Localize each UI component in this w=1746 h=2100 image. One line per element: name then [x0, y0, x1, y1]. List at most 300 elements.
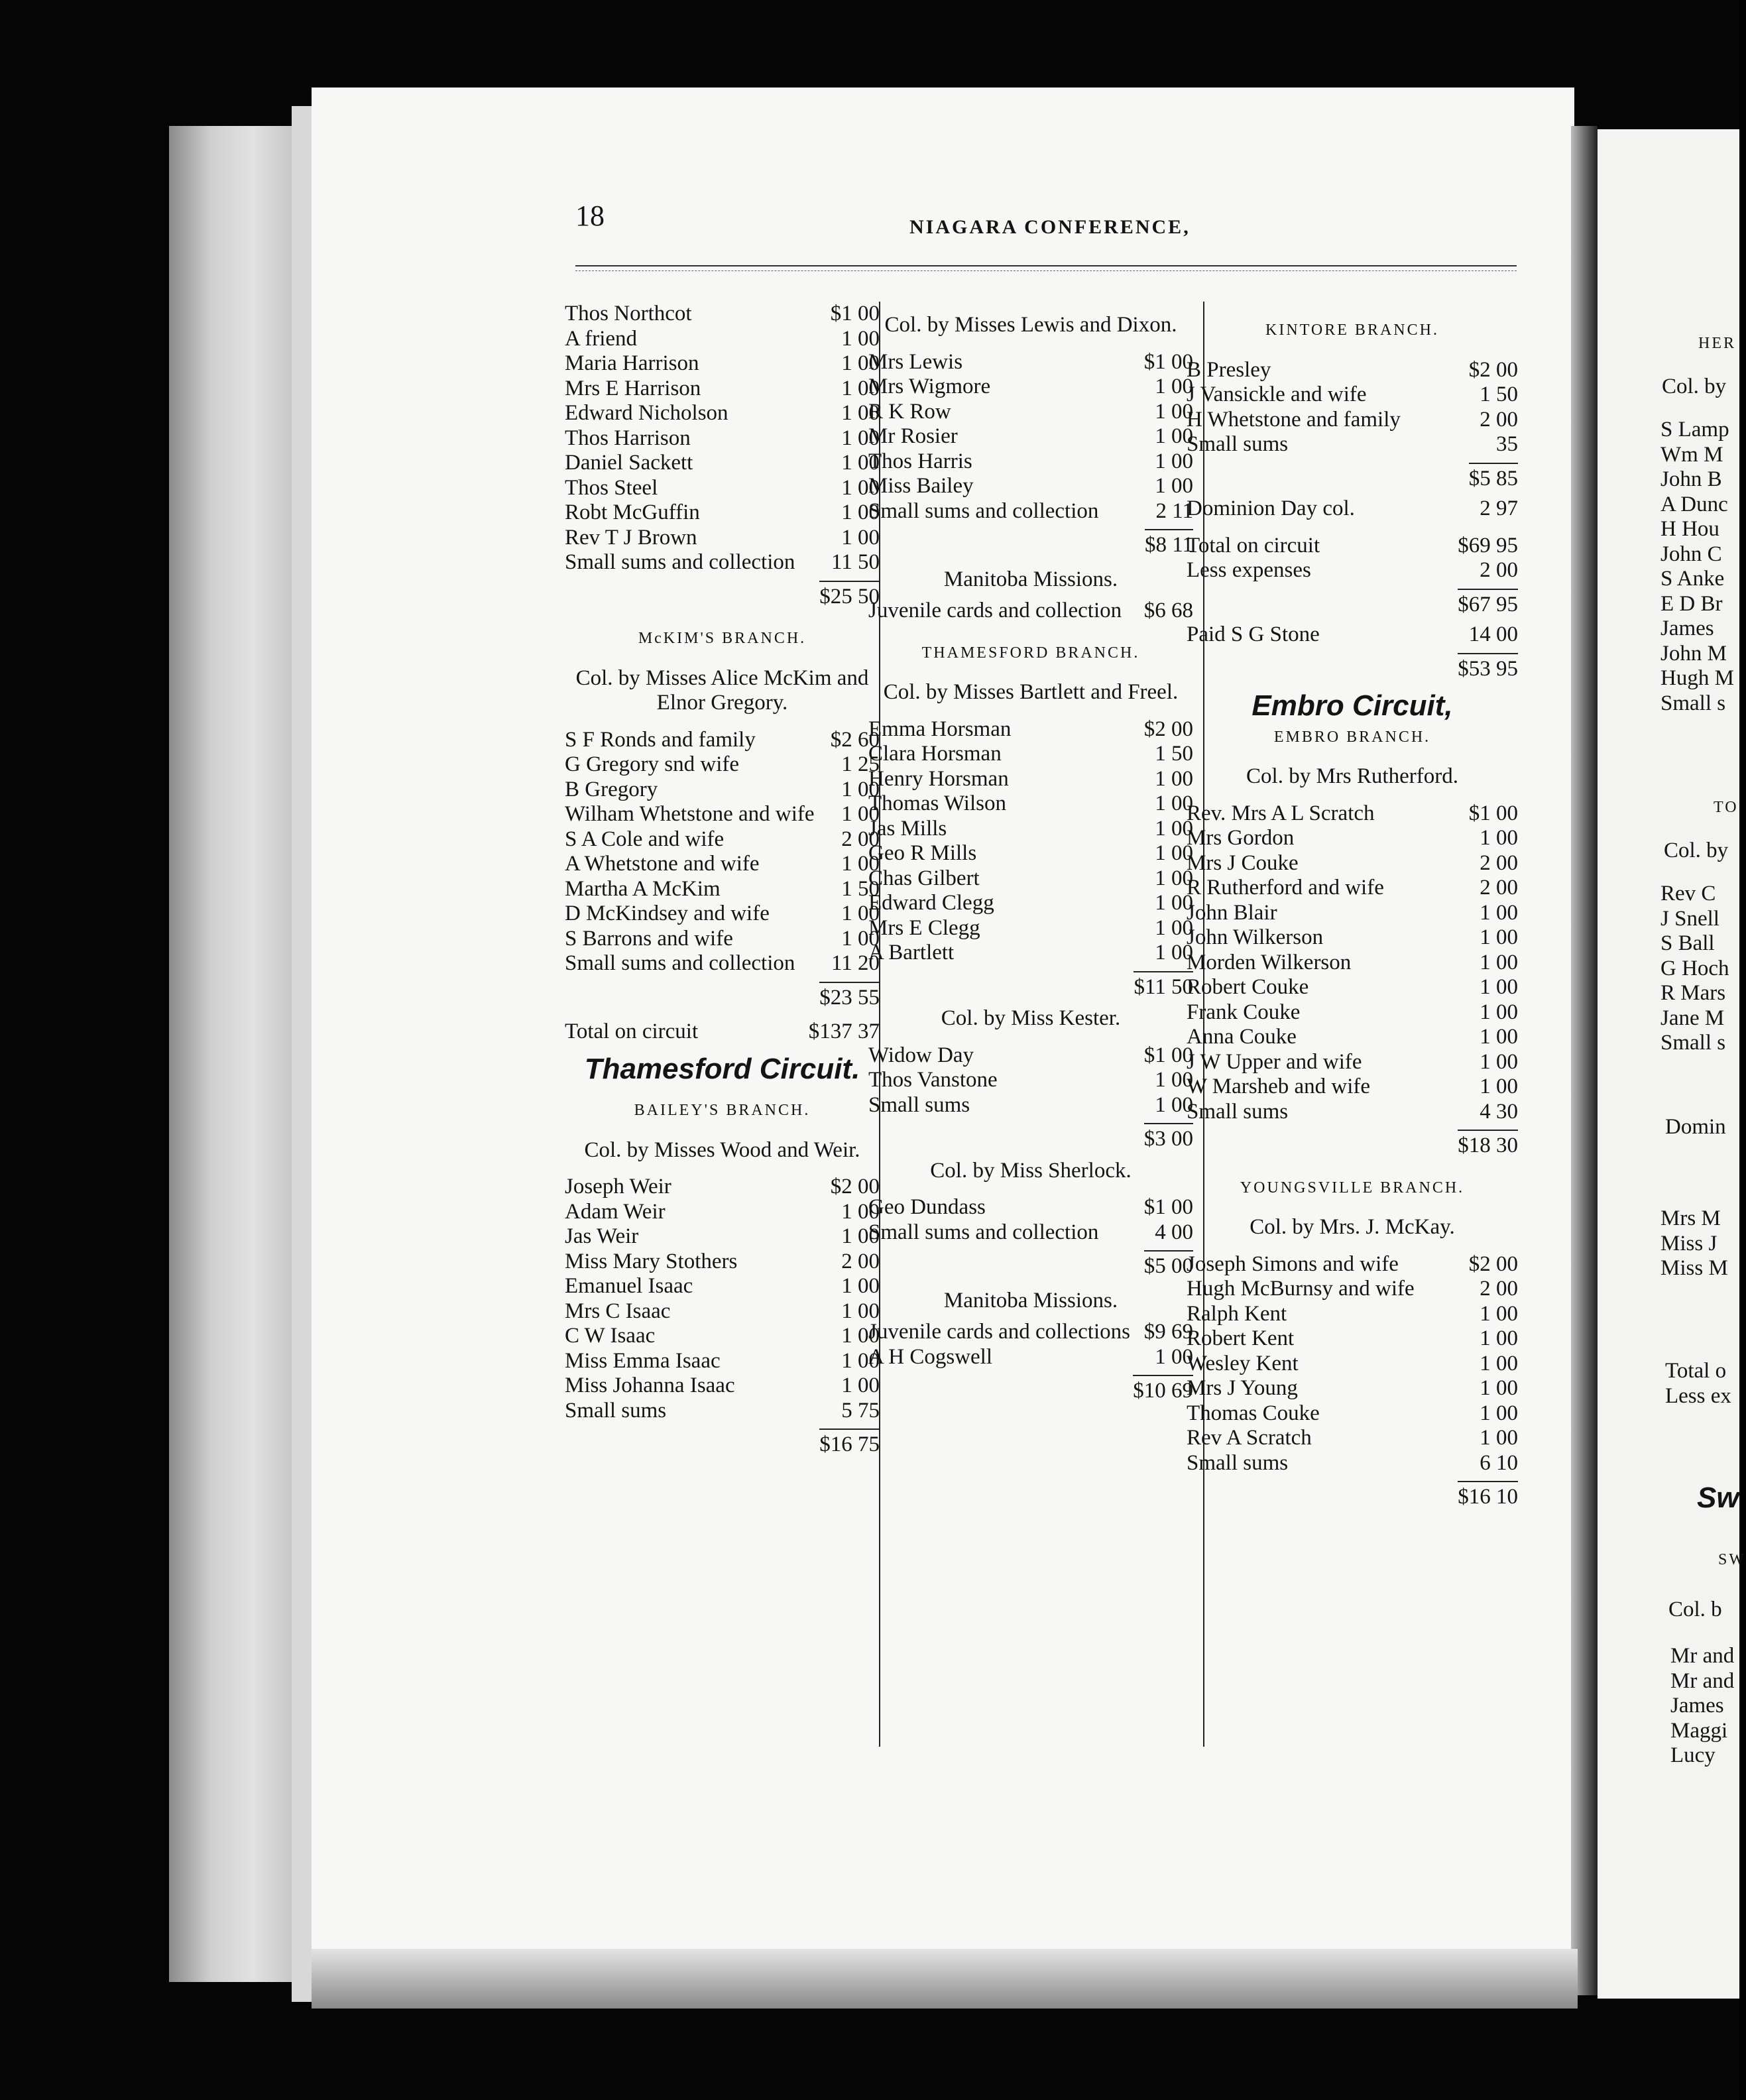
contribution-amount: 1 00: [1480, 1401, 1518, 1425]
contributor-name: S A Cole and wife: [565, 827, 725, 851]
contributor-row: [1187, 432, 1518, 457]
book-page-edges: [169, 126, 308, 1982]
contributor-name: Thomas Couke: [1187, 1401, 1320, 1425]
contributor-name: C W Isaac: [565, 1324, 656, 1348]
contribution-amount: 1 00: [841, 1224, 880, 1248]
right-page-list: [1660, 1206, 1728, 1281]
branch-heading: KINTORE BRANCH.: [1265, 321, 1439, 339]
right-page-text: Total o: [1665, 1359, 1727, 1383]
right-page-line: G Hoch: [1660, 956, 1729, 980]
entry: Dominion Day col. 2 97: [1187, 496, 1518, 520]
branch-heading: McKIM'S BRANCH.: [638, 630, 807, 647]
contributor-name: Small sums: [1187, 1099, 1289, 1124]
contributor-name: Jas Mills: [868, 816, 947, 841]
right-page-heading: TO: [1714, 799, 1739, 816]
contributor-row: [1187, 1252, 1518, 1277]
contributor-row: [565, 377, 880, 402]
right-page-line: Wm M: [1660, 442, 1723, 467]
contributor-name: Clara Horsman: [868, 742, 1002, 766]
contributor-row: [1187, 951, 1518, 976]
contribution-amount: 1 00: [1155, 474, 1193, 498]
contributor-row: [1187, 1352, 1518, 1377]
contributor-name: Rev. Mrs A L Scratch: [1187, 801, 1375, 825]
subtotal: $8 11: [868, 524, 1193, 558]
contributor-row: [868, 841, 1193, 866]
contributor-name: Anna Couke: [1187, 1025, 1297, 1049]
contributor-name: Thos Vanstone: [868, 1068, 998, 1092]
contributor-row: [565, 451, 880, 476]
right-page-text: Less ex: [1665, 1384, 1731, 1408]
contributor-name: W Marsheb and wife: [1187, 1075, 1371, 1098]
contributor-name: Martha A McKim: [565, 876, 721, 901]
contribution-amount: 1 00: [841, 1274, 880, 1298]
contributor-row: [868, 449, 1193, 475]
right-page-line: Jane M: [1660, 1006, 1725, 1030]
right-page-line: Small s: [1660, 691, 1726, 715]
header-rule: [575, 265, 1517, 266]
subtotal: $23 55: [565, 976, 880, 1011]
contributor-row: [868, 916, 1193, 941]
contributor-row: [868, 866, 1193, 892]
right-page-line: S Anke: [1660, 567, 1725, 591]
contributor-row: [565, 927, 880, 952]
contributor-name: Joseph Weir: [565, 1175, 671, 1198]
contribution-amount: 1 00: [841, 1373, 880, 1397]
contribution-amount: 1 00: [841, 351, 880, 375]
contribution-amount: $2 60: [830, 727, 880, 752]
subtotal: $11 50: [868, 966, 1193, 1000]
contribution-amount: 1 00: [1480, 975, 1518, 999]
contributor-row: [1187, 1401, 1518, 1427]
contribution-amount: $1 00: [1143, 1195, 1193, 1219]
contribution-amount: 1 00: [1480, 925, 1518, 949]
contribution-amount: 11 50: [831, 550, 880, 574]
right-page-line: Mr and: [1670, 1668, 1735, 1693]
contributor-row: [565, 778, 880, 803]
contributor-name: Small sums and collection: [868, 498, 1099, 523]
contributor-row: [1187, 1376, 1518, 1401]
contributor-name: S Barrons and wife: [565, 926, 733, 951]
contribution-amount: 1 00: [1155, 424, 1193, 448]
contribution-amount: 1 00: [1480, 1075, 1518, 1098]
contribution-amount: 1 00: [841, 1348, 880, 1373]
contribution-amount: 1 25: [841, 752, 880, 776]
right-page-list: [1670, 1644, 1734, 1769]
right-page-line: J Snell: [1660, 906, 1719, 931]
right-page-line: S Ball: [1660, 931, 1715, 955]
contributor-name: Mr Rosier: [868, 424, 958, 448]
contribution-amount: 1 50: [1155, 742, 1193, 766]
contribution-amount: 2 11: [1155, 498, 1193, 523]
right-page-list: [1660, 418, 1734, 716]
contribution-amount: $2 00: [1468, 357, 1518, 382]
contributor-list: [868, 350, 1193, 524]
contributor-row: [565, 1349, 880, 1374]
contributor-row: [1187, 382, 1518, 408]
contribution-amount: 1 00: [1155, 866, 1193, 890]
circuit-title: Thamesford Circuit.: [584, 1052, 860, 1085]
contribution-amount: 1 00: [1155, 399, 1193, 424]
right-page-line: Rev C: [1660, 882, 1716, 905]
contributor-row: [868, 1043, 1193, 1069]
column-1: [565, 302, 880, 1458]
branch-heading: YOUNGSVILLE BRANCH.: [1240, 1179, 1465, 1196]
contributor-name: Widow Day: [868, 1043, 974, 1067]
entry: Less expenses 2 00: [1187, 558, 1518, 582]
contribution-amount: 1 00: [1480, 1376, 1518, 1400]
contributor-row: [565, 752, 880, 778]
contributor-row: [868, 424, 1193, 449]
contributor-row: [565, 327, 880, 352]
contributor-row: [565, 426, 880, 451]
contributor-name: Morden Wilkerson: [1187, 950, 1352, 974]
contributor-row: [1187, 408, 1518, 433]
contributor-row: [565, 802, 880, 827]
contribution-amount: 1 00: [1155, 375, 1193, 398]
contribution-amount: 1 00: [1155, 1344, 1193, 1369]
entry: Juvenile cards and collection $6 68: [868, 599, 1193, 622]
contribution-amount: 1 00: [1155, 449, 1193, 473]
contributor-name: A Whetstone and wife: [565, 852, 760, 876]
contributor-name: Mrs J Young: [1187, 1376, 1298, 1400]
contribution-amount: 1 00: [841, 852, 880, 876]
contributor-name: Thos Steel: [565, 475, 658, 500]
contributor-list: [565, 302, 880, 575]
contributor-row: [1187, 1277, 1518, 1302]
contributor-list: [868, 1043, 1193, 1118]
contributor-name: S F Ronds and family: [565, 727, 756, 752]
contributor-name: Small sums: [1187, 1450, 1289, 1475]
right-page-line: Hugh M: [1660, 666, 1734, 690]
contributor-name: Edward Nicholson: [565, 401, 728, 425]
contribution-amount: $9 69: [1143, 1320, 1193, 1344]
contributor-list: [1187, 1252, 1518, 1476]
contributor-row: [1187, 851, 1518, 876]
contribution-amount: 1 00: [841, 802, 880, 826]
contribution-amount: 1 00: [1155, 891, 1193, 915]
contribution-amount: 2 00: [841, 1249, 880, 1273]
contributor-list: [868, 1320, 1193, 1370]
contribution-amount: 1 00: [1480, 1000, 1518, 1024]
page-number: 18: [575, 200, 605, 232]
contributor-row: [1187, 1426, 1518, 1451]
contributor-name: Hugh McBurnsy and wife: [1187, 1277, 1415, 1301]
right-page-line: H Hou: [1660, 517, 1719, 541]
contribution-amount: 1 00: [841, 1199, 880, 1224]
contributor-name: Mrs Wigmore: [868, 375, 991, 398]
circuit-total: Total on circuit $137 37: [565, 1020, 880, 1043]
collector-line: Col. by Mrs Rutherford.: [1246, 764, 1458, 788]
contribution-amount: 2 00: [1480, 1277, 1518, 1301]
contributor-row: [565, 1175, 880, 1200]
contributor-name: Emma Horsman: [868, 717, 1012, 741]
contributor-name: Rev T J Brown: [565, 525, 697, 550]
contributor-name: Joseph Simons and wife: [1187, 1252, 1399, 1276]
contribution-amount: 1 00: [1480, 900, 1518, 925]
running-head: NIAGARA CONFERENCE,: [909, 216, 1191, 238]
contributor-name: Miss Mary Stothers: [565, 1249, 738, 1273]
contribution-amount: 35: [1496, 432, 1518, 456]
contributor-name: Rev A Scratch: [1187, 1426, 1312, 1450]
contributor-name: Edward Clegg: [868, 891, 994, 915]
right-page-line: James: [1670, 1694, 1724, 1718]
contribution-amount: 11 20: [831, 951, 880, 975]
contributor-name: Henry Horsman: [868, 766, 1009, 791]
contribution-amount: 1 50: [841, 876, 880, 901]
contribution-amount: 1 00: [841, 451, 880, 475]
right-page-line: Miss J: [1660, 1231, 1717, 1255]
subtotal: $67 95: [1187, 583, 1518, 618]
contribution-amount: 1 00: [1480, 1326, 1518, 1350]
contribution-amount: 1 00: [841, 902, 880, 925]
contribution-amount: $1 00: [830, 302, 880, 325]
contributor-row: [1187, 975, 1518, 1000]
missions-heading: Manitoba Missions.: [943, 1288, 1118, 1312]
right-page-collector: Col. by: [1664, 839, 1729, 862]
contribution-amount: 2 00: [1480, 407, 1518, 432]
collector-line: Col. by Miss Sherlock.: [930, 1158, 1132, 1183]
contributor-name: Small sums and collection: [868, 1220, 1099, 1244]
right-page-line: James: [1660, 616, 1714, 640]
contributor-row: [565, 1324, 880, 1349]
contribution-amount: $1 00: [1143, 1043, 1193, 1067]
contributor-row: [565, 1274, 880, 1299]
contributor-row: [868, 1345, 1193, 1370]
right-page-heading: HER: [1698, 335, 1736, 352]
subtotal: $5 00: [868, 1245, 1193, 1279]
contributor-name: Juvenile cards and collections: [868, 1320, 1130, 1344]
contribution-amount: 1 00: [841, 401, 880, 425]
contribution-amount: 1 00: [1480, 1025, 1518, 1049]
contribution-amount: 1 00: [841, 926, 880, 951]
contributor-name: Daniel Sackett: [565, 451, 693, 475]
contribution-amount: 1 00: [1155, 941, 1193, 964]
collector-line: Col. by Misses Bartlett and Freel.: [883, 680, 1179, 704]
contributor-name: Mrs Lewis: [868, 349, 963, 374]
contributor-row: [868, 817, 1193, 842]
contributor-name: Geo Dundass: [868, 1195, 986, 1219]
contribution-amount: 1 00: [841, 1299, 880, 1323]
subtotal: $18 30: [1187, 1124, 1518, 1159]
contributor-row: [868, 767, 1193, 792]
right-page-line: John C: [1660, 542, 1722, 566]
right-page-line: S Lamp: [1660, 418, 1729, 441]
contributor-row: [565, 1224, 880, 1250]
contributor-row: [868, 1195, 1193, 1220]
contributor-row: [565, 877, 880, 902]
contribution-amount: 5 75: [841, 1398, 880, 1423]
contributor-name: Mrs C Isaac: [565, 1299, 671, 1323]
subtotal: $5 85: [1187, 457, 1518, 492]
contribution-amount: 1 00: [1155, 1092, 1193, 1117]
contribution-amount: 1 00: [1155, 841, 1193, 865]
collector-line: Col. by Miss Kester.: [941, 1006, 1121, 1030]
contributor-row: [565, 1250, 880, 1275]
contributor-row: [1187, 876, 1518, 901]
contributor-name: Mrs E Clegg: [868, 915, 980, 940]
contribution-amount: 1 00: [841, 777, 880, 801]
contributor-row: [1187, 358, 1518, 383]
contributor-name: A H Cogswell: [868, 1344, 993, 1369]
contributor-row: [1187, 1025, 1518, 1050]
contributor-name: Wesley Kent: [1187, 1351, 1299, 1375]
right-page-collector: Col. b: [1668, 1598, 1722, 1621]
contributor-row: [1187, 925, 1518, 951]
entry: Paid S G Stone 14 00: [1187, 622, 1518, 646]
right-page-line: Lucy: [1670, 1743, 1716, 1767]
contributor-list: [1187, 358, 1518, 457]
contributor-name: D McKindsey and wife: [565, 902, 770, 925]
subtotal: $3 00: [868, 1118, 1193, 1152]
contributor-list: [565, 1175, 880, 1423]
contribution-amount: 1 50: [1480, 382, 1518, 406]
circuit-title: Embro Circuit,: [1251, 689, 1453, 722]
contributor-name: Adam Weir: [565, 1199, 666, 1224]
contributor-name: Thos Northcot: [565, 302, 692, 325]
right-page-line: Mr and: [1670, 1644, 1735, 1668]
contribution-amount: 1 00: [1480, 826, 1518, 850]
collector-line: Col. by Misses Alice McKim and Elnor Gregory.: [575, 666, 869, 715]
contributor-row: [565, 401, 880, 426]
contributor-list: [565, 728, 880, 976]
contributor-row: [565, 1299, 880, 1324]
contribution-amount: 1 00: [1155, 791, 1193, 815]
right-page-circuit: Sw: [1697, 1482, 1739, 1514]
contributor-name: Emanuel Isaac: [565, 1274, 693, 1298]
contributor-name: Miss Johanna Isaac: [565, 1373, 735, 1397]
collector-line: Col. by Mrs. J. McKay.: [1250, 1215, 1455, 1239]
contributor-name: Small sums and collection: [565, 550, 795, 574]
right-page-line: Miss M: [1660, 1256, 1728, 1280]
contributor-row: [565, 526, 880, 551]
contributor-name: John Blair: [1187, 900, 1277, 925]
contributor-row: [1187, 901, 1518, 926]
contributor-list: [1187, 801, 1518, 1125]
missions-heading: Manitoba Missions.: [943, 567, 1118, 591]
contribution-amount: 2 00: [841, 827, 880, 851]
contributor-name: Mrs E Harrison: [565, 376, 701, 400]
contributor-name: H Whetstone and family: [1187, 407, 1401, 432]
branch-heading: EMBRO BRANCH.: [1273, 728, 1431, 746]
contribution-amount: 1 00: [1480, 1351, 1518, 1375]
contribution-amount: $1 00: [1143, 349, 1193, 374]
contributor-row: [868, 1220, 1193, 1246]
contribution-amount: 1 00: [841, 376, 880, 400]
contribution-amount: 2 00: [1480, 876, 1518, 900]
contributor-row: [1187, 1000, 1518, 1025]
contribution-amount: $2 00: [830, 1175, 880, 1198]
contributor-row: [1187, 1326, 1518, 1352]
contributor-row: [1187, 1451, 1518, 1476]
contributor-row: [565, 302, 880, 327]
contribution-amount: 6 10: [1480, 1450, 1518, 1475]
subtotal: $53 95: [1187, 648, 1518, 682]
contributor-row: [868, 891, 1193, 916]
subtotal: $25 50: [565, 575, 880, 610]
contributor-row: [868, 742, 1193, 767]
contributor-row: [1187, 801, 1518, 827]
column-3: [1187, 318, 1518, 1510]
contribution-amount: 2 00: [1480, 850, 1518, 875]
right-page-heading: SW: [1718, 1551, 1746, 1568]
contributor-name: A Bartlett: [868, 941, 955, 964]
contributor-row: [868, 350, 1193, 375]
contributor-row: [565, 476, 880, 501]
contributor-row: [565, 827, 880, 852]
contributor-row: [565, 1200, 880, 1225]
subtotal: $16 75: [565, 1423, 880, 1458]
contributor-name: Mrs J Couke: [1187, 850, 1299, 875]
contributor-row: [1187, 1075, 1518, 1100]
contribution-amount: 1 00: [841, 475, 880, 500]
contributor-row: [565, 951, 880, 976]
right-page-line: R Mars: [1660, 981, 1726, 1005]
column-2: [868, 306, 1193, 1404]
contributor-row: [565, 852, 880, 877]
contributor-name: Robert Kent: [1187, 1326, 1295, 1350]
contributor-row: [868, 400, 1193, 425]
branch-heading: THAMESFORD BRANCH.: [921, 644, 1140, 662]
contributor-name: John Wilkerson: [1187, 925, 1324, 949]
page-fold-shadow: [1571, 126, 1598, 1995]
contributor-name: R Rutherford and wife: [1187, 876, 1384, 900]
contributor-name: Small sums: [565, 1398, 667, 1423]
contributor-row: [1187, 1302, 1518, 1327]
contribution-amount: 1 00: [1480, 1301, 1518, 1326]
collector-line: Col. by Misses Lewis and Dixon.: [884, 313, 1177, 337]
contribution-amount: 1 00: [1155, 1068, 1193, 1092]
contributor-list: [868, 717, 1193, 966]
contributor-name: Frank Couke: [1187, 1000, 1301, 1024]
contributor-row: [565, 550, 880, 575]
contributor-name: B Gregory: [565, 777, 658, 801]
contribution-amount: 1 00: [841, 426, 880, 450]
contributor-row: [565, 902, 880, 927]
contribution-amount: 1 00: [1155, 816, 1193, 841]
right-page-text: Domin: [1665, 1115, 1726, 1139]
contribution-amount: 1 00: [841, 1324, 880, 1348]
contributor-row: [868, 499, 1193, 524]
contributor-row: [565, 1399, 880, 1424]
contributor-name: J Vansickle and wife: [1187, 382, 1367, 406]
contributor-name: Small sums: [1187, 432, 1289, 456]
contributor-name: Small sums: [868, 1092, 970, 1117]
collector-line: Col. by Misses Wood and Weir.: [584, 1138, 860, 1162]
contributor-name: Mrs Gordon: [1187, 826, 1295, 850]
right-page-collector: Col. by: [1662, 375, 1727, 398]
contributor-name: Miss Emma Isaac: [565, 1348, 721, 1373]
contributor-name: Geo R Mills: [868, 841, 977, 865]
contributor-row: [565, 500, 880, 526]
contribution-amount: 4 00: [1155, 1220, 1193, 1244]
contributor-name: Thos Harrison: [565, 426, 691, 450]
contributor-name: R K Row: [868, 399, 951, 424]
contributor-name: Chas Gilbert: [868, 866, 980, 890]
contributor-name: J W Upper and wife: [1187, 1049, 1362, 1074]
contribution-amount: 1 00: [841, 500, 880, 524]
contributor-name: Robert Couke: [1187, 975, 1309, 999]
right-page-line: E D Br: [1660, 591, 1723, 616]
contributor-row: [1187, 1050, 1518, 1075]
branch-heading: BAILEY'S BRANCH.: [634, 1102, 811, 1119]
contribution-amount: 1 00: [841, 326, 880, 351]
contributor-name: Thos Harris: [868, 449, 972, 473]
contributor-row: [868, 941, 1193, 966]
subtotal: $16 10: [1187, 1476, 1518, 1510]
contributor-row: [1187, 826, 1518, 851]
contributor-row: [868, 474, 1193, 499]
contributor-row: [565, 728, 880, 753]
